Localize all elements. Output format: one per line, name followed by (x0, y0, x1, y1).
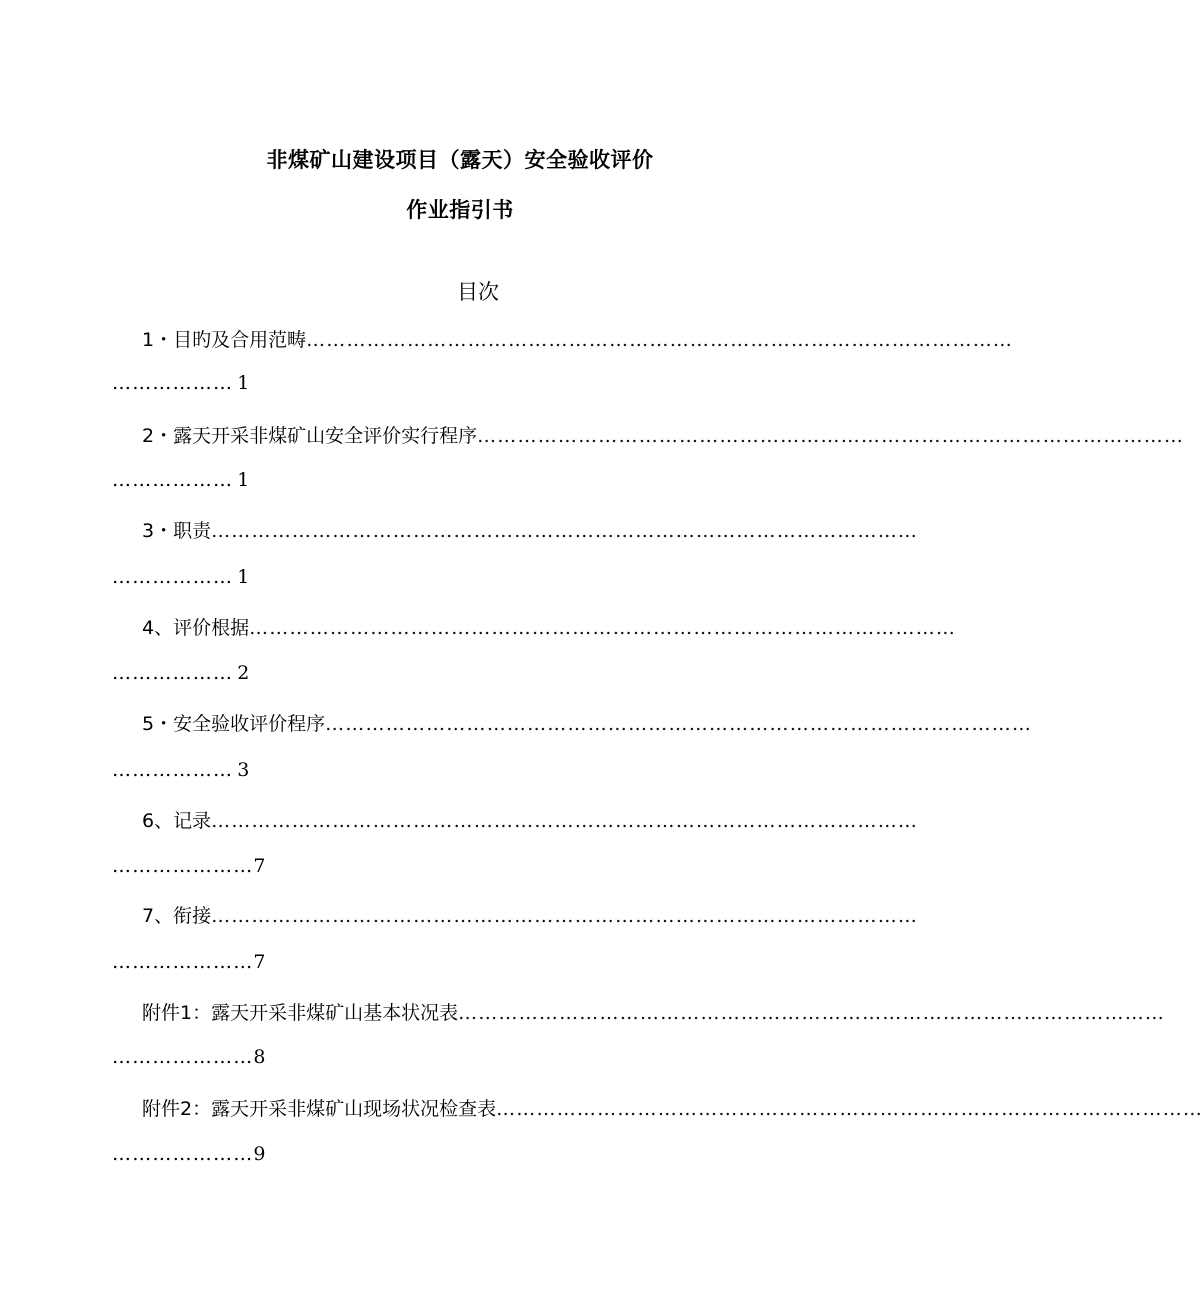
toc-entry-annex-2-continuation (112, 1143, 372, 1173)
toc-entry-6-continuation (112, 855, 372, 885)
toc-entry-label: 5・安全验收评价程序 (142, 713, 326, 735)
toc-entry-4[interactable] (142, 613, 957, 643)
toc-entry-annex-2[interactable] (142, 1094, 1203, 1124)
toc-entry-annex-1-continuation (112, 1046, 372, 1076)
toc-page-number: 8 (253, 1046, 266, 1068)
toc-entry-label: 1・目旳及合用范畴 (142, 329, 307, 351)
toc-leader-dots: …………………………………………………………………………………………… (458, 1002, 1166, 1024)
toc-entry-annex-1[interactable] (142, 998, 1166, 1028)
toc-leader-dots: …………………………………………………………………………………………… (325, 713, 1033, 735)
toc-entry-6[interactable] (142, 806, 919, 836)
toc-entry-4-continuation (112, 662, 372, 692)
toc-leader-dots: …………………………………………………………………………………………… (477, 425, 1185, 447)
document-title-line2: 作业指引书 (406, 198, 514, 222)
toc-leader-dots: ………………… (112, 1143, 254, 1165)
toc-entry-label: 2・露天开采非煤矿山安全评价实行程序 (142, 425, 478, 447)
toc-entry-label: 7、衔接 (142, 905, 212, 927)
toc-leader-dots: …………………………………………………………………………………………… (249, 617, 957, 639)
toc-page-number: 1 (237, 372, 250, 394)
toc-leader-dots: …………………………………………………………………………………………… (211, 810, 919, 832)
toc-leader-dots: ………………… (112, 855, 254, 877)
toc-page-number: 1 (237, 469, 250, 491)
toc-entry-2[interactable] (142, 421, 1185, 451)
toc-entry-5-continuation (112, 759, 372, 789)
toc-entry-label: 3・职责 (142, 520, 212, 542)
toc-leader-dots: ………………… (112, 1046, 254, 1068)
toc-leader-dots: ……………… (112, 469, 234, 491)
toc-leader-dots: ……………… (112, 372, 234, 394)
toc-entry-label: 4、评价根据 (142, 617, 250, 639)
toc-entry-label: 附件1：露天开采非煤矿山基本状况表 (142, 1002, 459, 1024)
toc-entry-1-continuation (112, 372, 372, 402)
toc-leader-dots: ……………… (112, 662, 234, 684)
toc-entry-7-continuation (112, 951, 372, 981)
document-title-line1: 非煤矿山建设项目（露天）安全验收评价 (266, 148, 654, 172)
toc-leader-dots: …………………………………………………………………………………………… (211, 520, 919, 542)
toc-page-number: 3 (237, 759, 250, 781)
toc-page-number: 9 (253, 1143, 266, 1165)
toc-entry-7[interactable] (142, 901, 919, 931)
toc-heading: 目次 (457, 280, 499, 304)
toc-page-number: 7 (253, 951, 266, 973)
toc-page-number: 2 (237, 662, 250, 684)
toc-entry-label: 附件2：露天开采非煤矿山现场状况检查表 (142, 1098, 497, 1120)
toc-leader-dots: …………………………………………………………………………………………… (211, 905, 919, 927)
toc-leader-dots: ………………… (112, 951, 254, 973)
toc-entry-label: 6、记录 (142, 810, 212, 832)
toc-leader-dots: …………………………………………………………………………………………… (306, 329, 1014, 351)
toc-page-number: 7 (253, 855, 266, 877)
toc-leader-dots: ……………… (112, 566, 234, 588)
toc-leader-dots: ……………… (112, 759, 234, 781)
toc-page-number: 1 (237, 566, 250, 588)
toc-leader-dots: …………………………………………………………………………………………… (496, 1098, 1203, 1120)
toc-entry-3[interactable] (142, 516, 919, 546)
toc-entry-5[interactable] (142, 709, 1033, 739)
toc-entry-1[interactable] (142, 325, 1014, 355)
toc-entry-2-continuation (112, 469, 372, 499)
toc-entry-3-continuation (112, 566, 372, 596)
